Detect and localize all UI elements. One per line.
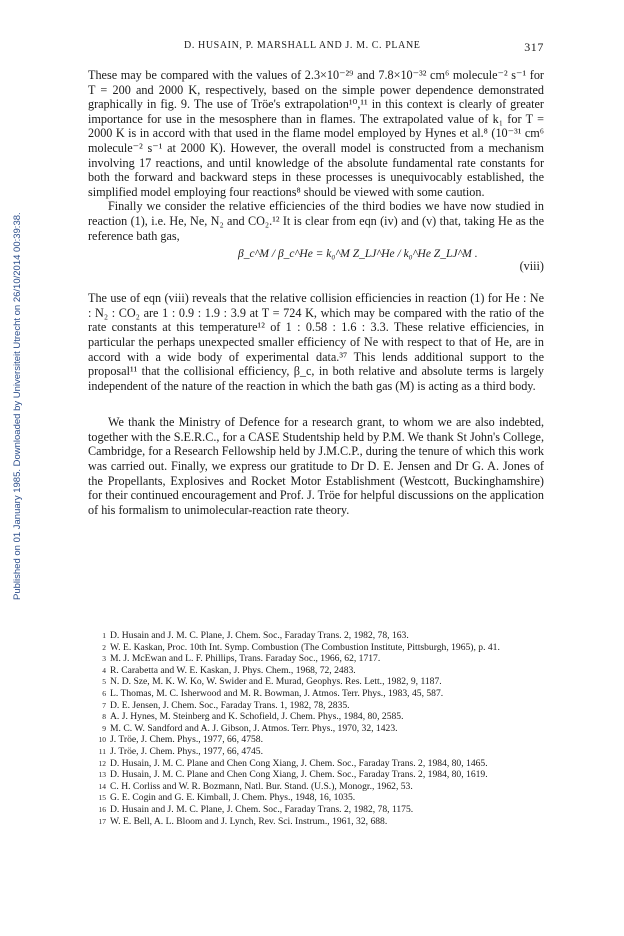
reference-text: M. C. W. Sandford and A. J. Gibson, J. Atmos. Terr. Phys., 1970, 32, 1423. — [110, 722, 398, 734]
reference-item — [92, 769, 544, 781]
reference-number: 1 — [102, 631, 106, 640]
reference-number: 17 — [98, 816, 106, 826]
reference-number: 6 — [102, 688, 106, 698]
reference-item — [92, 781, 544, 793]
running-title: D. HUSAIN, P. MARSHALL AND J. M. C. PLANE — [184, 40, 421, 51]
reference-text: N. D. Sze, M. K. W. Ko, W. Swider and E. Murad, Geophys. Res. Lett., 1982, 9, 1187. — [110, 676, 442, 688]
reference-text: D. Husain, J. M. C. Plane and Chen Cong Xiang, J. Chem. Soc., Faraday Trans. 2, 1984, 80, 1465. — [110, 757, 488, 769]
reference-text: M. J. McEwan and L. F. Phillips, Trans. Faraday Soc., 1966, 62, 1717. — [110, 653, 381, 665]
reference-number: 15 — [98, 793, 106, 803]
reference-text: G. E. Cogin and G. E. Kimball, J. Chem. Phys., 1948, 16, 1035. — [110, 792, 356, 804]
reference-item — [92, 746, 544, 758]
reference-number: 7 — [102, 700, 106, 710]
reference-text: W. E. Kaskan, Proc. 10th Int. Symp. Combustion (The Combustion Institute, Pittsburgh, 1965), p. 41. — [110, 641, 500, 653]
watermark-text: Published on 01 January 1985. Downloaded by Universiteit Utrecht on 26/10/2014 00:39:38. — [12, 212, 23, 600]
reference-number: 3 — [102, 654, 106, 664]
download-watermark — [12, 80, 26, 600]
acknowledgements: We thank the Ministry of Defence for a research grant, to whom we are also indebted, together with the S.E.R.C., for a CASE Studentship held by P.M. We thank St John's College, Cambridge, for a Research Fellowship held by J.M.C.P., during the tenure of which this work was carried out. Finally, we express our gratitude to Dr D. E. Jensen and Dr G. A. Jones of the Propellants, Explosives and Rocket Motor Establishment (Westcott, Buckinghamshire) for their continued encouragement and Prof. J. Tröe for helpful discussions on the application of his formalism to unimolecular-reaction rate theory. — [88, 415, 544, 517]
equation-number: (viii) — [519, 259, 544, 274]
reference-item — [92, 711, 544, 723]
equation-viii — [88, 245, 544, 289]
reference-item — [92, 734, 544, 746]
page-number: 317 — [524, 40, 544, 54]
paragraph-third-bodies: Finally we consider the relative efficiencies of the third bodies we have now studied in reaction (1), i.e. He, Ne, N₂ and CO₂.¹² It is clear from eqn (iv) and (v) that, taking He as the reference bath gas, — [88, 199, 544, 243]
reference-number: 8 — [102, 712, 106, 722]
reference-item — [92, 804, 544, 816]
reference-number: 12 — [98, 758, 106, 768]
reference-item — [92, 816, 544, 828]
reference-text: R. Carabetta and W. E. Kaskan, J. Phys. Chem., 1968, 72, 2483. — [110, 664, 356, 676]
reference-text: D. E. Jensen, J. Chem. Soc., Faraday Trans. 1, 1982, 78, 2835. — [110, 699, 350, 711]
reference-text: A. J. Hynes, M. Steinberg and K. Schofield, J. Chem. Phys., 1984, 80, 2585. — [110, 711, 404, 723]
reference-text: L. Thomas, M. C. Isherwood and M. R. Bowman, J. Atmos. Terr. Phys., 1983, 45, 587. — [110, 687, 444, 699]
reference-text: C. H. Corliss and W. R. Bozmann, Natl. Bur. Stand. (U.S.), Monogr., 1962, 53. — [110, 780, 413, 792]
reference-text: D. Husain and J. M. C. Plane, J. Chem. Soc., Faraday Trans. 2, 1982, 78, 1175. — [110, 803, 414, 815]
reference-item — [92, 792, 544, 804]
reference-item — [92, 653, 544, 665]
paragraph-extrapolation: These may be compared with the values of 2.3×10⁻²⁹ and 7.8×10⁻³² cm⁶ molecule⁻² s⁻¹ for T = 200 and 2000 K, respectively, based on the simple power dependence demonstrated graphically in fig. 9. The use of Tröe's extrapolation¹⁰,¹¹ in this context is clearly of greater importance for use in the mesosphere than in flames. The extrapolated value of k₁ for T = 2000 K is in accord with that used in the flame model employed by Hynes et al.⁸ (10⁻³¹ cm⁶ molecule⁻² s⁻¹ at 2000 K). However, the overall model is constructed from a mechanism involving 17 reactions, and until knowledge of the absolute fundamental rate constants for both the forward and backward steps in these processes is unequivocably established, the simplified model employing four reactions⁸ should be viewed with some caution. — [88, 68, 544, 199]
reference-text: D. Husain and J. M. C. Plane, J. Chem. Soc., Faraday Trans. 2, 1982, 78, 163. — [110, 630, 409, 641]
reference-number: 10 — [98, 735, 106, 745]
reference-list — [92, 630, 544, 827]
reference-text: J. Tröe, J. Chem. Phys., 1977, 66, 4758. — [110, 734, 263, 746]
article-body — [88, 68, 544, 517]
reference-number: 16 — [98, 804, 106, 814]
reference-item — [92, 700, 544, 712]
reference-item — [92, 630, 544, 642]
reference-number: 2 — [102, 642, 106, 652]
reference-item — [92, 676, 544, 688]
reference-item — [92, 758, 544, 770]
paragraph-collision-efficiencies: The use of eqn (viii) reveals that the relative collision efficiencies in reaction (1) for He : Ne : N₂ : CO₂ are 1 : 0.9 : 1.9 : 3.9 at T = 724 K, which may be compared with the ratio of the rate constants at this temperature¹² of 1 : 0.58 : 1.6 : 3.3. These relative efficiencies, in particular the perhaps unexpected smaller efficiency of Ne with respect to that of He, are in accord with a wide body of experimental data.³⁷ This lends additional support to the proposal¹¹ that the collisional efficiency, β_c, in both relative and absolute terms is largely independent of the nature of the reaction in which the bath gas (M) is acting as a third body. — [88, 291, 544, 393]
reference-number: 4 — [102, 665, 106, 675]
reference-item — [92, 723, 544, 735]
reference-item — [92, 665, 544, 677]
reference-text: W. E. Bell, A. L. Bloom and J. Lynch, Rev. Sci. Instrum., 1961, 32, 688. — [110, 815, 388, 827]
reference-number: 5 — [102, 677, 106, 687]
reference-number: 14 — [98, 781, 106, 791]
equation-expression: β_c^M / β_c^He = k₀^M Z_LJ^He / k₀^He Z_LJ^M . — [238, 248, 478, 261]
reference-number: 13 — [98, 770, 106, 780]
reference-text: J. Tröe, J. Chem. Phys., 1977, 66, 4745. — [110, 745, 263, 757]
reference-item — [92, 688, 544, 700]
reference-item — [92, 642, 544, 654]
reference-number: 9 — [102, 723, 106, 733]
reference-text: D. Husain, J. M. C. Plane and Chen Cong Xiang, J. Chem. Soc., Faraday Trans. 2, 1984, 80, 1619. — [110, 769, 488, 781]
reference-number: 11 — [98, 746, 106, 756]
